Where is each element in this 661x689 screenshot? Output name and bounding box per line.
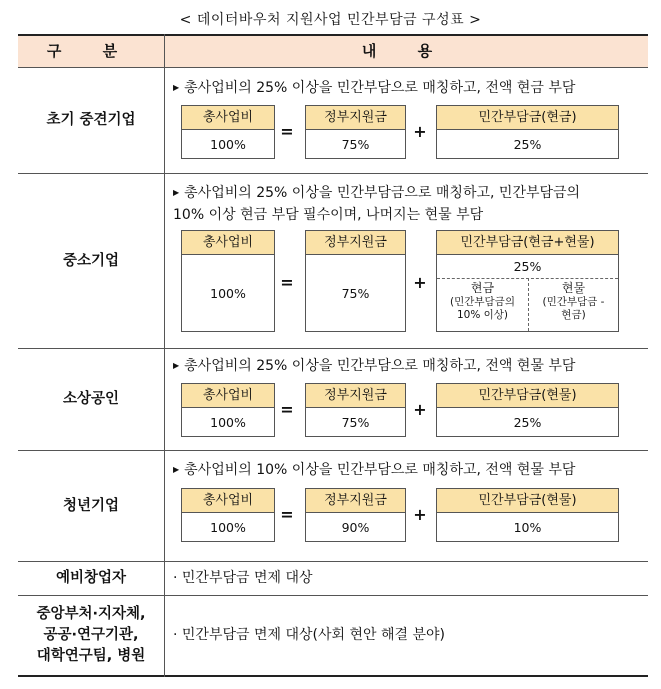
total-cost-label: 총사업비: [182, 489, 274, 513]
row-description: ▶ 총사업비의 25% 이상을 민간부담금으로 매칭하고, 민간부담금의 10% 이상 현금 부담 필수이며, 나머지는 현물 부담: [173, 182, 580, 226]
gov-support-label: 정부지원금: [306, 231, 405, 255]
equals-sign: =: [280, 122, 294, 141]
inkind-label: 현물: [561, 281, 586, 295]
category-public-institutions: 중앙부처·지자체, 공공·연구기관, 대학연구팀, 병원: [36, 606, 146, 664]
private-share-box: [436, 230, 619, 332]
private-share-value: 25%: [513, 137, 542, 152]
equals-sign: =: [280, 273, 294, 292]
private-share-value: 25%: [513, 259, 542, 274]
gov-support-value: 90%: [341, 520, 370, 535]
row-description: · 민간부담금 면제 대상(사회 현안 해결 분야): [173, 627, 445, 643]
total-cost-label: 총사업비: [182, 384, 274, 408]
gov-support-value: 75%: [341, 415, 370, 430]
total-cost-label: 총사업비: [182, 231, 274, 255]
total-cost-value: 100%: [210, 520, 246, 535]
gov-support-label: 정부지원금: [306, 384, 405, 408]
category-sme: 중소기업: [62, 252, 120, 269]
total-cost-box: [181, 383, 275, 437]
plus-sign: +: [413, 273, 427, 292]
category-small-business: 소상공인: [62, 391, 120, 407]
plus-sign: +: [413, 122, 427, 141]
row-description: · 민간부담금 면제 대상: [173, 570, 313, 586]
category-youth-business: 청년기업: [62, 497, 120, 514]
row-description: ▶ 총사업비의 25% 이상을 민간부담으로 매칭하고, 전액 현금 부담: [173, 77, 575, 99]
gov-support-value: 75%: [341, 137, 370, 152]
gov-support-label: 정부지원금: [306, 489, 405, 513]
total-cost-value: 100%: [210, 286, 246, 301]
equals-sign: =: [280, 400, 294, 419]
private-share-value: 10%: [513, 520, 542, 535]
triangle-right-icon: ▶: [173, 83, 180, 92]
equals-sign: =: [280, 505, 294, 524]
gov-support-box: [305, 105, 406, 159]
budget-table: [18, 34, 648, 677]
private-share-label: 민간부담금(현금): [437, 106, 618, 130]
total-cost-label: 총사업비: [182, 106, 274, 130]
cash-note: (민간부담금의 10% 이상): [450, 296, 515, 321]
inkind-note: (민간부담금 - 현금): [542, 296, 605, 321]
gov-support-box: [305, 230, 406, 332]
page-title: < 데이터바우처 지원사업 민간부담금 구성표 >: [179, 12, 482, 28]
private-share-label: 민간부담금(현금+현물): [437, 231, 618, 255]
row-description: ▶ 총사업비의 10% 이상을 민간부담으로 매칭하고, 전액 현물 부담: [173, 459, 575, 481]
total-cost-box: [181, 230, 275, 332]
gov-support-label: 정부지원금: [306, 106, 405, 130]
private-share-box: [436, 488, 619, 542]
gov-support-box: [305, 383, 406, 437]
gov-support-value: 75%: [341, 286, 370, 301]
plus-sign: +: [413, 400, 427, 419]
private-share-box: [436, 105, 619, 159]
private-share-label: 민간부담금(현물): [437, 384, 618, 408]
private-share-label: 민간부담금(현물): [437, 489, 618, 513]
total-cost-value: 100%: [210, 415, 246, 430]
gov-support-box: [305, 488, 406, 542]
private-share-value: 25%: [513, 415, 542, 430]
private-share-box: [436, 383, 619, 437]
triangle-right-icon: ▶: [173, 361, 180, 370]
triangle-right-icon: ▶: [173, 465, 180, 474]
cash-portion: [437, 282, 528, 322]
plus-sign: +: [413, 505, 427, 524]
inkind-portion: [529, 282, 618, 322]
cash-label: 현금: [470, 281, 495, 295]
category-early-midsize: 초기 중견기업: [46, 112, 136, 128]
total-cost-box: [181, 488, 275, 542]
header-category: 구 분: [46, 42, 136, 60]
triangle-right-icon: ▶: [173, 188, 180, 197]
category-prestartup: 예비창업자: [55, 570, 127, 586]
header-content: 내 용: [361, 42, 451, 60]
row-description: ▶ 총사업비의 25% 이상을 민간부담으로 매칭하고, 전액 현물 부담: [173, 355, 575, 377]
total-cost-value: 100%: [210, 137, 246, 152]
total-cost-box: [181, 105, 275, 159]
